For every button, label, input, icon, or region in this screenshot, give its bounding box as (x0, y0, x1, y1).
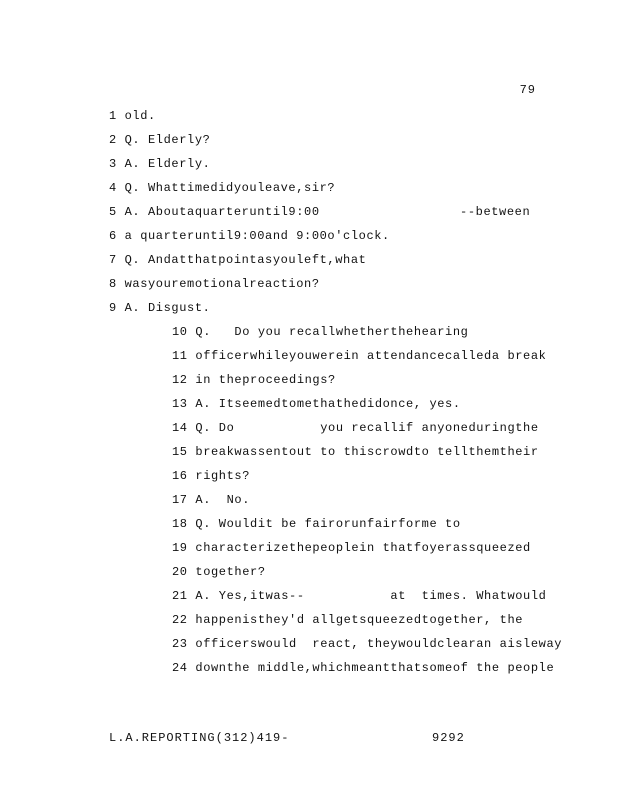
transcript-line: 24 downthe middle,whichmeantthatsomeof the people (172, 661, 555, 675)
transcript-line: 18 Q. Wouldit be fairorunfairforme to (172, 517, 461, 531)
transcript-line: 5 A. Aboutaquarteruntil9:00 --between (109, 205, 531, 219)
transcript-line: 4 Q. Whattimedidyouleave,sir? (109, 181, 336, 195)
transcript-line: 22 happenisthey'd allgetsqueezedtogether, the (172, 613, 524, 627)
transcript-line: 7 Q. Andatthatpointasyouleft,what (109, 253, 367, 267)
transcript-line: 17 A. No. (172, 493, 251, 507)
transcript-line: 10 Q. Do you recallwhetherthehearing (172, 325, 469, 339)
transcript-line: 21 A. Yes,itwas-- at times. Whatwould (172, 589, 547, 603)
footer-phone-suffix: 9292 (432, 731, 465, 745)
footer-reporter: L.A.REPORTING(312)419- (109, 731, 290, 745)
page-number: 79 (519, 83, 536, 97)
transcript-line: 2 Q. Elderly? (109, 133, 211, 147)
transcript-line: 9 A. Disgust. (109, 301, 211, 315)
transcript-line: 13 A. Itseemedtomethathedidonce, yes. (172, 397, 461, 411)
transcript-line: 1 old. (109, 109, 156, 123)
transcript-line: 19 characterizethepeoplein thatfoyerassqueezed (172, 541, 531, 555)
transcript-line: 16 rights? (172, 469, 251, 483)
transcript-line: 8 wasyouremotionalreaction? (109, 277, 320, 291)
transcript-line: 15 breakwassentout to thiscrowdto tellthemtheir (172, 445, 539, 459)
transcript-line: 12 in theproceedings? (172, 373, 336, 387)
transcript-line: 23 officerswould react, theywouldclearan aisleway (172, 637, 563, 651)
transcript-line: 6 a quarteruntil9:00and 9:00o'clock. (109, 229, 390, 243)
transcript-line: 11 officerwhileyouwerein attendancecalleda break (172, 349, 547, 363)
transcript-line: 20 together? (172, 565, 266, 579)
transcript-line: 14 Q. Do you recallif anyoneduringthe (172, 421, 539, 435)
transcript-line: 3 A. Elderly. (109, 157, 211, 171)
